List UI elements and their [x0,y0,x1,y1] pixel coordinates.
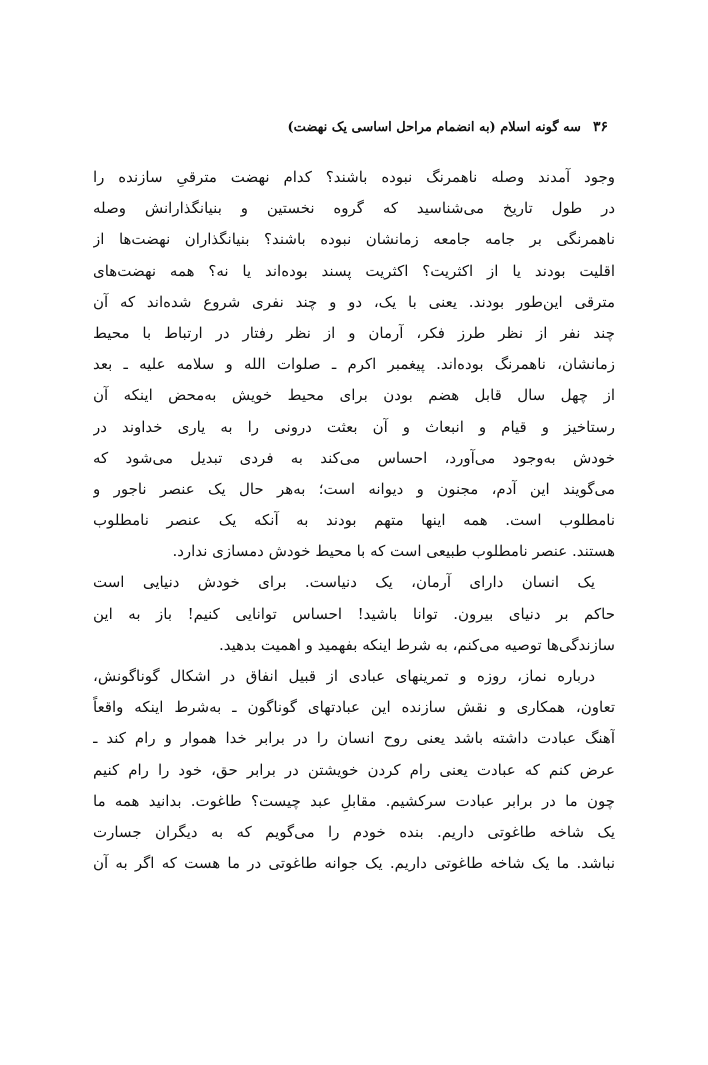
text-line: حاکم بر دنیای بیرون. توانا باشید! احساس توانایی کنیم! باز به این [93,604,615,623]
text-line: می‌گویند این آدم، مجنون و دیوانه است؛ به‌هر حال یک عنصر ناجور و [93,479,615,498]
text-line: زمانشان، ناهمرنگ بوده‌اند. پیغمبر اکرم ـ صلوات الله و سلامه علیه ـ بعد [93,355,615,374]
text-line: رستاخیز و قیام و انبعاث و آن بعثت درونی را به یاری خداوند در [93,417,615,436]
text-line: یک شاخه طاغوتی داریم. بنده خودم را می‌گویم که به دیگران جسارت [93,822,615,841]
text-line: اقلیت بودند یا از اکثریت؟ اکثریت پسند بوده‌اند یا نه؟ همه نهضت‌های [93,261,615,280]
text-line: نباشد. ما یک شاخه طاغوتی داریم. یک جوانه طاغوتی در ما هست که اگر به آن [93,854,615,873]
text-line: هستند. عنصر نامطلوب طبیعی است که با محیط خودش دمسازی ندارد. [172,542,615,561]
text-line: سازندگی‌ها توصیه می‌کنم، به شرط اینکه بفهمید و اهمیت بدهید. [219,635,615,654]
text-line: در طول تاریخ می‌شناسید که گروه نخستین و بنیانگذارانش وصله [93,199,615,218]
text-line: نامطلوب است. همه اینها متهم بودند به آنکه یک عنصر نامطلوب [93,511,615,530]
text-line: ناهمرنگی بر جامه جامعه زمانشان نبوده باشند؟ بنیانگذاران نهضت‌ها از [93,230,615,249]
running-head [98,117,608,138]
running-title: سه گونه اسلام (به انضمام مراحل اساسی یک نهضت) [287,120,581,135]
text-line: خودش به‌وجود می‌آورد، احساس می‌کند به فردی تبدیل می‌شود که [93,448,615,467]
text-line: چند نفر از نظر طرز فکر، آرمان و از نظر رفتار در ارتباط با محیط [93,323,615,342]
page-number: ۳۶ [592,119,608,135]
text-line: مترقی این‌طور بودند. یعنی با یک، دو و چند نفری شروع شده‌اند که آن [93,292,615,311]
text-line: از چهل سال قابل هضم بودن برای محیط خویش به‌محض اینکه آن [93,386,615,405]
text-line: آهنگ عبادت داشته باشد یعنی روح انسان را در برابر خدا هموار و رام کند ـ [93,729,615,748]
text-line: تعاون، همکاری و نقش سازنده این عبادتهای گوناگون ـ به‌شرط اینکه واقعاً [93,698,615,717]
text-line: چون ما در برابر عبادت سرکشیم. مقابلِ عبد چیست؟ طاغوت. بدانید همه ما [93,791,615,810]
text-line: وجود آمدند وصله ناهمرنگ نبوده باشند؟ کدام نهضت مترقیِ سازنده را [93,168,615,186]
text-line: عرض کنم که عبادت یعنی رام کردن خویشتن در برابر حق، خود را رام کنیم [93,760,615,779]
text-line: یک انسان دارای آرمان، یک دنیاست. برای خودش دنیایی است [93,573,595,592]
text-line: درباره نماز، روزه و تمرینهای عبادی از قبیل انفاق در اشکال گوناگونش، [93,667,595,685]
body-text [93,162,615,879]
